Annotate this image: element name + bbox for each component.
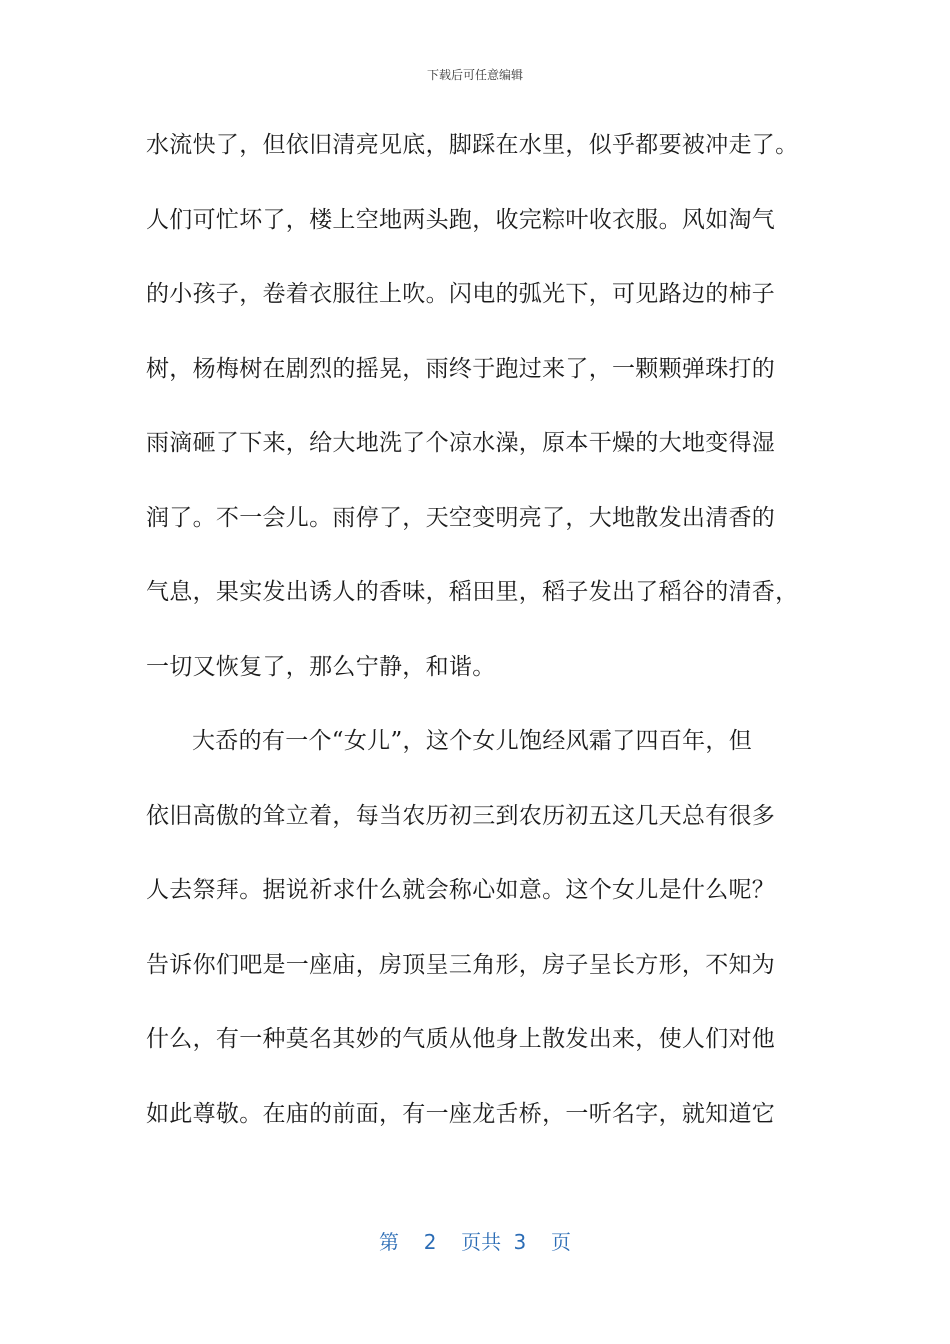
text-line: 人们可忙坏了，楼上空地两头跑，收完粽叶收衣服。风如淘气: [146, 206, 776, 233]
text-line: 告诉你们吧是一座庙，房顶呈三角形，房子呈长方形，不知为: [146, 951, 776, 978]
text-line: 的小孩子，卷着衣服往上吹。闪电的弧光下，可见路边的柿子: [146, 281, 776, 307]
text-line: 如此尊敬。在庙的前面，有一座龙舌桥，一听名字，就知道它: [146, 1100, 776, 1127]
header-note: 下载后可任意编辑: [426, 68, 523, 82]
paragraph-start-line: 大岙的有一个“女儿”，这个女儿饱经风霜了四百年，但: [192, 728, 753, 754]
text-line: 雨滴砸了下来，给大地洗了个凉水澡，原本干燥的大地变得湿: [146, 430, 776, 456]
text-line: 什么，有一种莫名其妙的气质从他身上散发出来，使人们对他: [146, 1026, 776, 1052]
text-line: 一切又恢复了，那么宁静，和谐。: [146, 653, 496, 680]
text-line: 气息，果实发出诱人的香味，稻田里，稻子发出了稻谷的清香，: [146, 579, 799, 605]
page-number-footer: 第 2 页共 3 页: [379, 1230, 571, 1254]
document-body: [146, 120, 816, 1163]
text-line: 润了。不一会儿。雨停了，天空变明亮了，大地散发出清香的: [146, 504, 776, 531]
text-line: 树，杨梅树在剧烈的摇晃，雨终于跑过来了，一颗颗弹珠打的: [146, 355, 776, 382]
text-line: 人去祭拜。据说祈求什么就会称心如意。这个女儿是什么呢？: [146, 877, 776, 903]
text-line: 依旧高傲的耸立着，每当农历初三到农历初五这几天总有很多: [146, 802, 776, 829]
text-line: 水流快了，但依旧清亮见底，脚踩在水里，似乎都要被冲走了。: [146, 132, 799, 158]
